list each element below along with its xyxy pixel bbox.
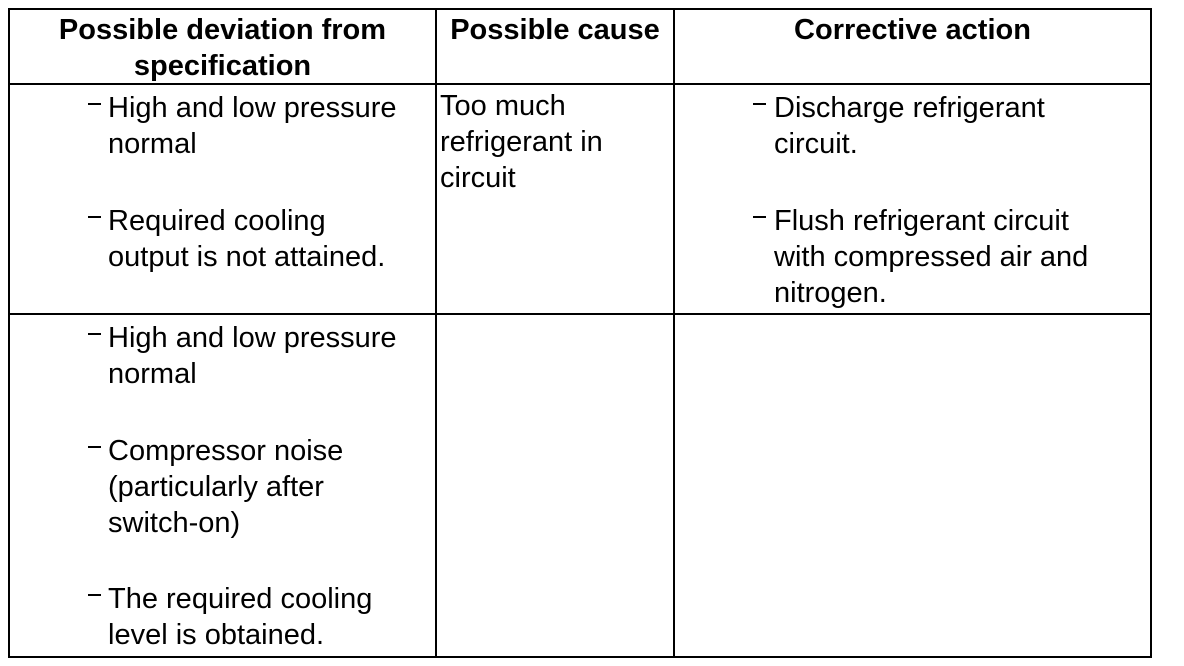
header-cause-label: Possible cause bbox=[450, 14, 660, 46]
deviation-item bbox=[108, 90, 397, 162]
deviation-item bbox=[108, 203, 385, 275]
header-action bbox=[675, 12, 1150, 48]
deviation-line: The required cooling bbox=[108, 583, 373, 615]
deviation-item bbox=[108, 433, 343, 541]
action-line: Flush refrigerant circuit bbox=[774, 205, 1069, 237]
deviation-line: level is obtained. bbox=[108, 619, 325, 651]
deviation-line: High and low pressure bbox=[108, 92, 397, 124]
header-deviation-line1: Possible deviation from bbox=[58, 14, 387, 46]
cause-cell-empty bbox=[437, 315, 673, 656]
header-deviation-line2: specification bbox=[133, 50, 312, 82]
bullet-dash bbox=[88, 446, 101, 448]
deviation-line: Compressor noise bbox=[108, 435, 344, 467]
deviation-line: normal bbox=[108, 358, 197, 390]
header-deviation bbox=[10, 12, 435, 84]
action-line: nitrogen. bbox=[774, 277, 887, 309]
bullet-dash bbox=[88, 594, 101, 596]
action-item bbox=[774, 203, 1088, 311]
bullet-dash bbox=[88, 333, 101, 335]
bullet-dash bbox=[88, 216, 101, 218]
deviation-item bbox=[108, 581, 372, 653]
deviation-line: Required cooling bbox=[108, 205, 326, 237]
cause-line: refrigerant in bbox=[440, 126, 603, 158]
header-cause bbox=[437, 12, 673, 48]
deviation-item bbox=[108, 320, 397, 392]
action-line: with compressed air and bbox=[774, 241, 1089, 273]
bullet-dash bbox=[753, 216, 766, 218]
action-item bbox=[774, 90, 1045, 162]
action-line: circuit. bbox=[774, 128, 858, 160]
action-line: Discharge refrigerant bbox=[774, 92, 1045, 124]
deviation-line: High and low pressure bbox=[108, 322, 397, 354]
deviation-line: normal bbox=[108, 128, 197, 160]
cause-line: circuit bbox=[440, 162, 516, 194]
bullet-dash bbox=[753, 103, 766, 105]
cause-line: Too much bbox=[440, 90, 566, 122]
deviation-line: (particularly after bbox=[108, 471, 324, 503]
cause-text bbox=[440, 88, 603, 196]
bullet-dash bbox=[88, 103, 101, 105]
deviation-line: switch-on) bbox=[108, 507, 241, 539]
deviation-line: output is not attained. bbox=[108, 241, 386, 273]
action-cell-empty bbox=[675, 315, 1150, 656]
header-action-label: Corrective action bbox=[794, 14, 1031, 46]
